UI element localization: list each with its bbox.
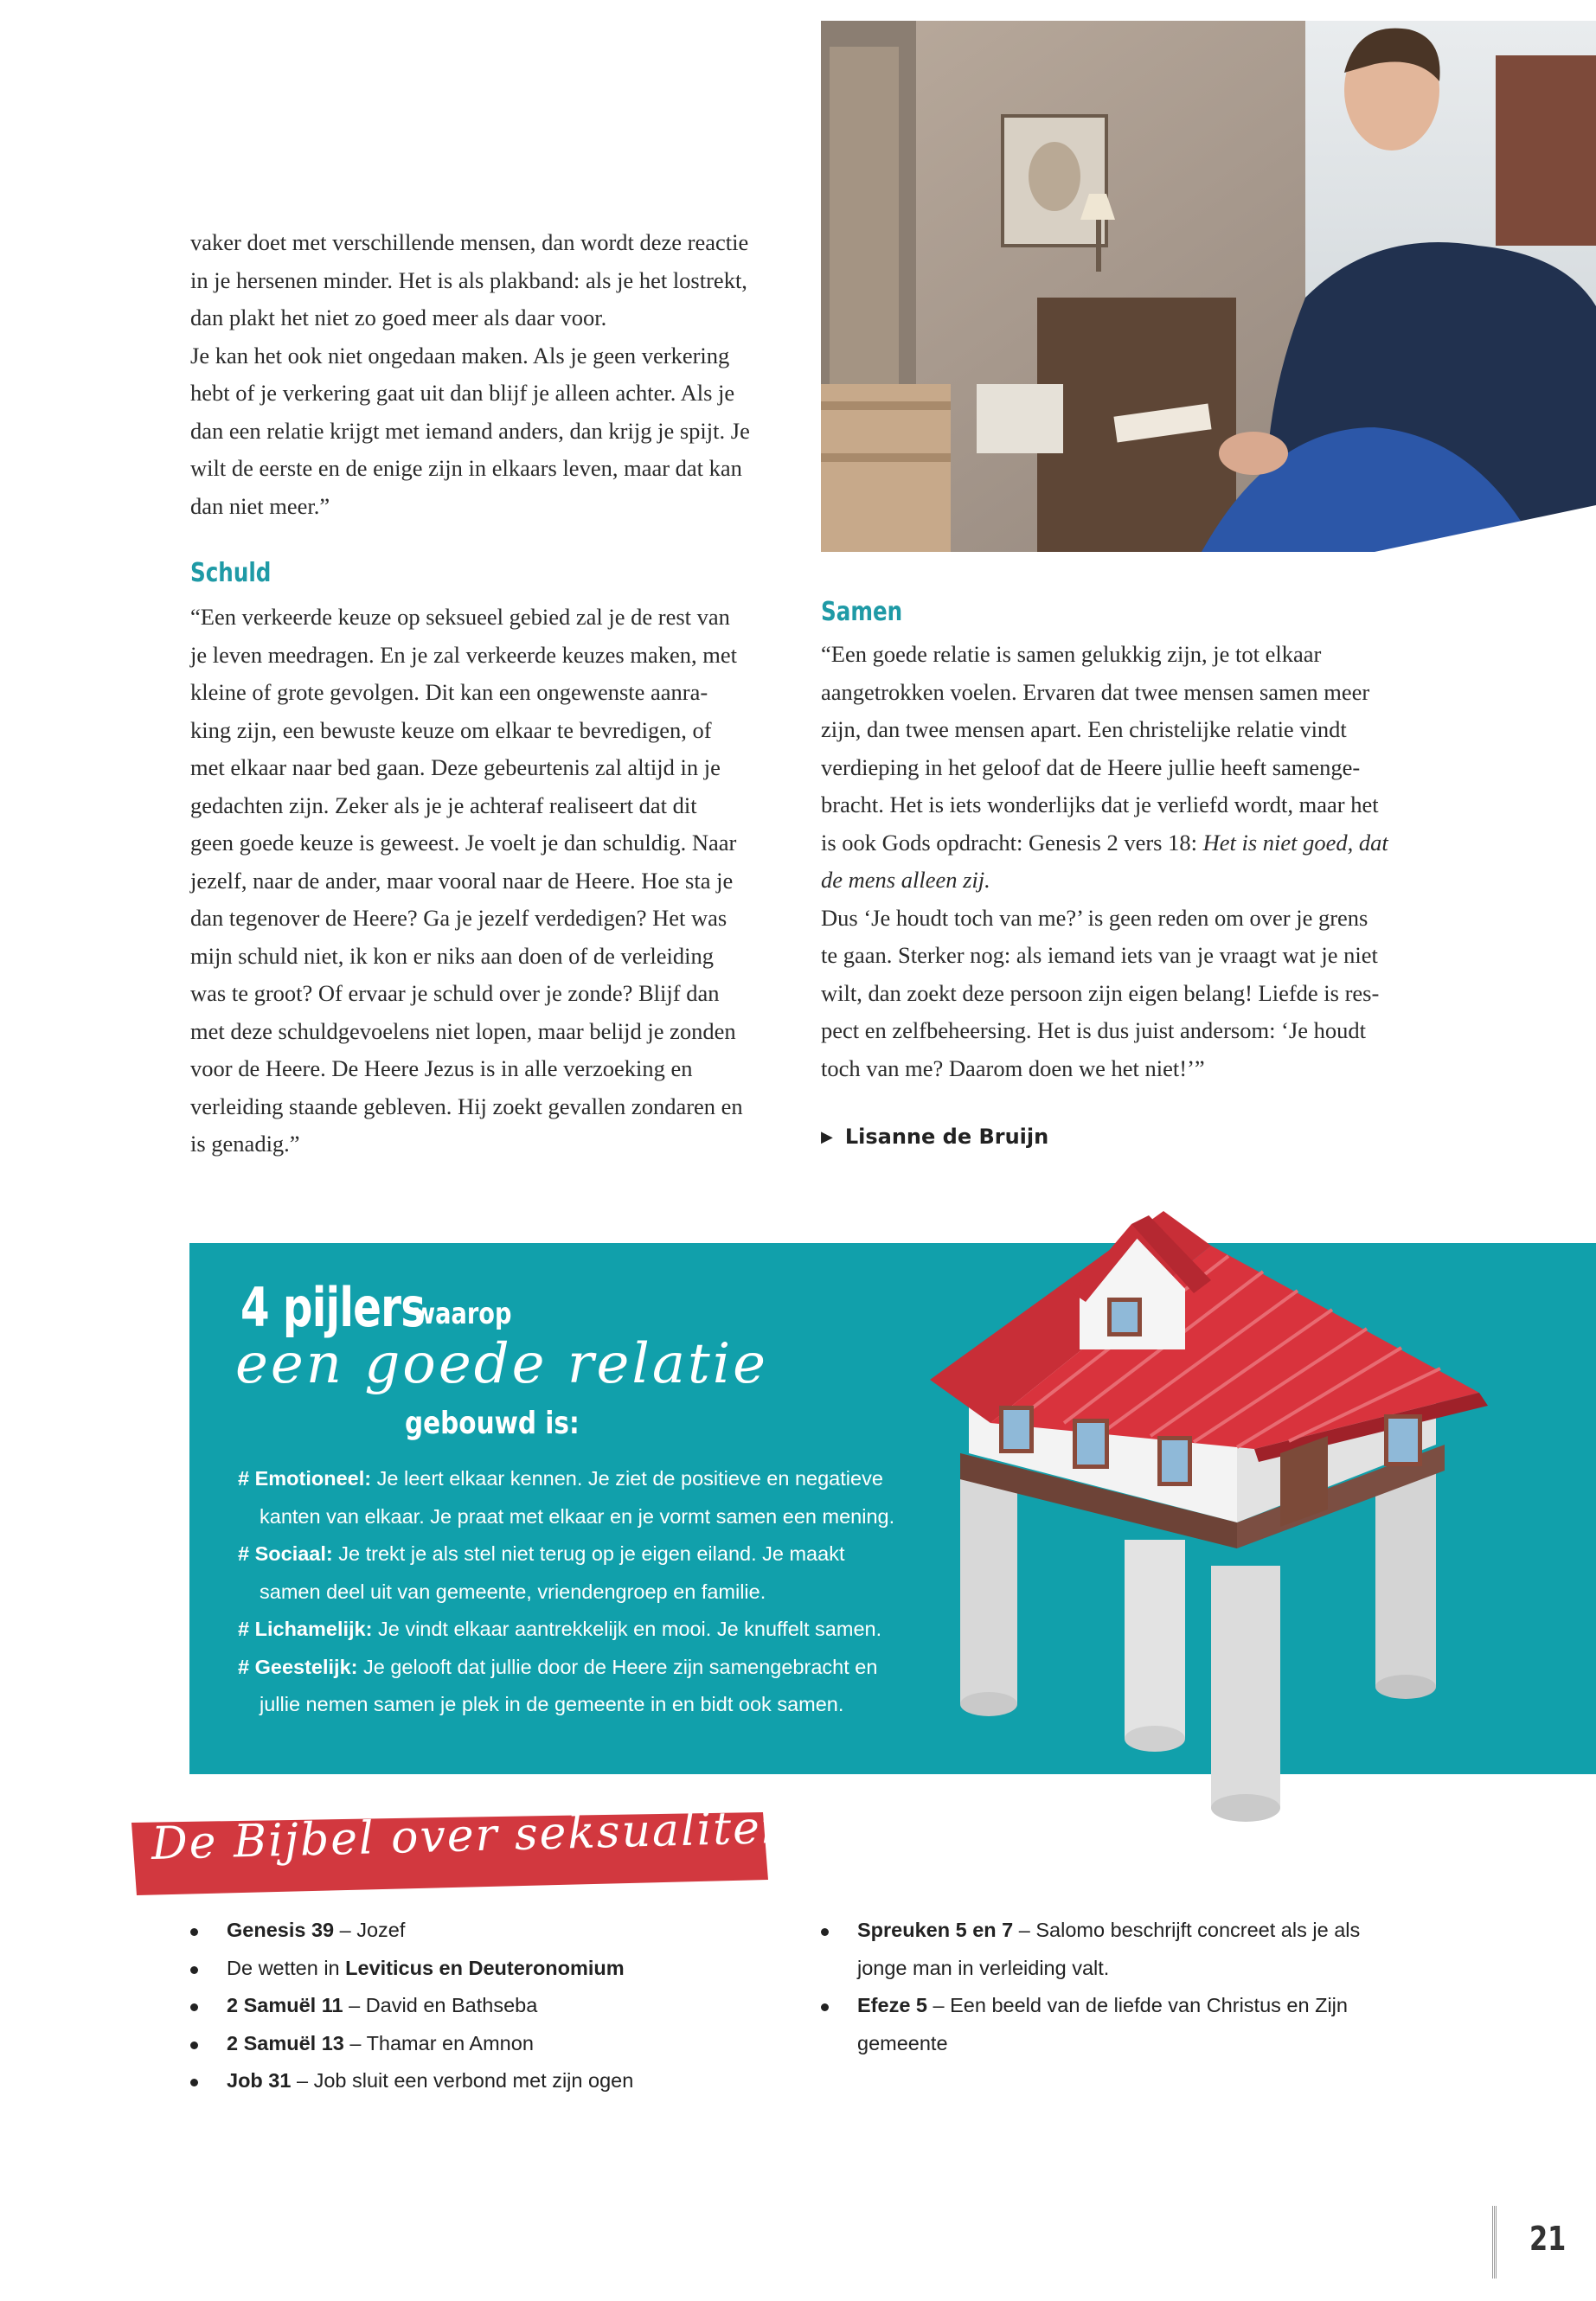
text-line: [821, 862, 1418, 900]
text-line: verdieping in het geloof dat de Heere jullie heeft samenge-: [821, 753, 1361, 780]
text-line: Je kan het ook niet ongedaan maken. Als je geen verkering: [190, 342, 730, 369]
text-line: pect en zelfbeheersing. Het is dus juist andersom: ‘Je houdt: [821, 1017, 1366, 1043]
man-reading-bible-photo: [821, 21, 1596, 552]
pillars-list: [238, 1460, 930, 1724]
pillar-item: [238, 1460, 930, 1535]
text-line: met elkaar naar bed gaan. Deze gebeurtenis zal altijd in je: [190, 754, 721, 780]
intro-paragraph: [190, 224, 787, 525]
text-line: “Een verkeerde keuze op seksueel gebied zal je de rest van: [190, 604, 730, 630]
pillar-item: [238, 1649, 930, 1724]
text-line: dan niet meer.”: [190, 492, 330, 519]
pillar-text-cont: kanten van elkaar. Je praat met elkaar en je vormt samen een mening.: [260, 1504, 895, 1528]
text-line: in je hersenen minder. Het is als plakband: als je het lostrekt,: [190, 266, 747, 293]
ref-book: Spreuken 5 en 7: [857, 1919, 1014, 1941]
text-line: je leven meedragen. En je zal verkeerde keuzes maken, met: [190, 641, 737, 668]
text-line: Dus ‘Je houdt toch van me?’ is geen reden om over je grens: [821, 904, 1368, 931]
pillar-text-cont: jullie nemen samen je plek in de gemeente in en bidt ook samen.: [260, 1693, 844, 1715]
pillar-text: Je gelooft dat jullie door de Heere zijn samengebracht en: [357, 1655, 878, 1678]
text-line: wilt de eerste en de enige zijn in elkaars leven, maar dat kan: [190, 455, 742, 481]
text-line: toch van me? Daarom doen we het niet!’”: [821, 1054, 1205, 1081]
page-number-bar: [1492, 2206, 1497, 2279]
list-item: [189, 1912, 794, 1950]
list-item: [189, 2025, 794, 2063]
pillar-text: Je trekt je als stel niet terug op je eigen eiland. Je maakt: [332, 1542, 845, 1565]
text-line: aangetrokken voelen. Ervaren dat twee mensen samen meer: [821, 678, 1370, 705]
ref-book: Genesis 39: [227, 1919, 335, 1941]
hash-icon: #: [238, 1467, 250, 1490]
text-line: [821, 824, 1418, 862]
text-line: is genadig.”: [190, 1131, 300, 1157]
bible-quote: de mens alleen zij.: [821, 867, 990, 893]
ref-book: 2 Samuël 13: [227, 2031, 344, 2054]
samen-heading: Samen: [821, 597, 903, 627]
text-line: “Een goede relatie is samen gelukkig zijn, je tot elkaar: [821, 641, 1322, 667]
list-item: [189, 1950, 794, 1988]
house-on-pillars-icon: [926, 1185, 1488, 1825]
text-line: dan een relatie krijgt met iemand anders, dan krijg je spijt. Je: [190, 417, 750, 444]
bible-references-left: [189, 1912, 794, 2100]
text-line: wilt, dan zoekt deze persoon zijn eigen belang! Liefde is res-: [821, 979, 1380, 1006]
pillars-script-title: een goede relatie: [235, 1332, 769, 1396]
hash-icon: #: [238, 1618, 250, 1640]
list-item: [819, 1912, 1425, 1987]
text-line: verleiding staande gebleven. Hij zoekt gevallen zondaren en: [190, 1093, 743, 1119]
list-item: [189, 2062, 794, 2100]
page-number: 21: [1529, 2220, 1567, 2258]
pillars-title: [240, 1276, 512, 1339]
text-line: gedachten zijn. Zeker als je je achteraf realiseert dat dit: [190, 792, 697, 818]
pillar-text: Je leert elkaar kennen. Je ziet de positieve en negatieve: [371, 1467, 883, 1490]
ref-desc: – Job sluit een verbond met zijn ogen: [291, 2069, 634, 2092]
bible-section-title: De Bijbel over seksualiteit:: [151, 1800, 815, 1870]
pillars-title-small: waarop: [413, 1297, 512, 1331]
samen-paragraph: [821, 636, 1418, 1087]
pillar-item: [238, 1611, 930, 1649]
pillar-label: Emotioneel:: [254, 1467, 372, 1490]
ref-desc: – Een beeld van de liefde van Christus en Zijn: [927, 1994, 1348, 2016]
author-credit: [821, 1125, 1048, 1149]
ref-desc: – Thamar en Amnon: [343, 2031, 534, 2054]
pillar-text: Je vindt elkaar aantrekkelijk en mooi. Je knuffelt samen.: [372, 1618, 882, 1640]
ref-desc-cont: jonge man in verleiding valt.: [857, 1956, 1110, 1979]
ref-desc: – Jozef: [334, 1919, 406, 1941]
schuld-paragraph: [190, 599, 787, 1163]
text-line: vaker doet met verschillende mensen, dan wordt deze reactie: [190, 229, 749, 255]
arrow-right-icon: ▶: [821, 1128, 833, 1146]
bible-references-right: [819, 1912, 1425, 2062]
ref-desc: – Salomo beschrijft concreet als je als: [1013, 1919, 1361, 1941]
text-line: zijn, dan twee mensen apart. Een christelijke relatie vindt: [821, 716, 1347, 742]
text-line: was te groot? Of ervaar je schuld over je zonde? Blijf dan: [190, 980, 720, 1006]
text-segment: is ook Gods opdracht: Genesis 2 vers 18:: [821, 829, 1203, 856]
text-line: te gaan. Sterker nog: als iemand iets van je vraagt wat je niet: [821, 942, 1378, 968]
text-line: dan plakt het niet zo goed meer als daar voor.: [190, 304, 607, 330]
text-line: jezelf, naar de ander, maar vooral naar de Heere. Hoe sta je: [190, 867, 734, 894]
author-name: Lisanne de Bruijn: [844, 1125, 1049, 1149]
hash-icon: #: [238, 1655, 250, 1678]
text-line: dan tegenover de Heere? Ga je jezelf verdedigen? Het was: [190, 905, 727, 931]
pillar-item: [238, 1535, 930, 1611]
list-item: [819, 1987, 1425, 2062]
text-line: bracht. Het is iets wonderlijks dat je verliefd wordt, maar het: [821, 792, 1379, 817]
ref-desc: – David en Bathseba: [343, 1994, 538, 2016]
text-line: met deze schuldgevoelens niet lopen, maar belijd je zonden: [190, 1017, 736, 1044]
ref-book: Efeze 5: [857, 1994, 927, 2016]
schuld-heading: Schuld: [190, 558, 272, 588]
text-line: king zijn, een bewuste keuze om elkaar te bevredigen, of: [190, 716, 712, 743]
hash-icon: #: [238, 1542, 250, 1565]
bible-quote: Het is niet goed, dat: [1202, 829, 1388, 856]
list-item: [189, 1987, 794, 2025]
text-line: voor de Heere. De Heere Jezus is in alle verzoeking en: [190, 1055, 693, 1081]
text-line: geen goede keuze is geweest. Je voelt je dan schuldig. Naar: [190, 830, 737, 856]
text-line: kleine of grote gevolgen. Dit kan een ongewenste aanra-: [190, 679, 708, 705]
pillar-label: Sociaal:: [254, 1542, 333, 1565]
pillar-label: Geestelijk:: [254, 1655, 358, 1678]
ref-book: 2 Samuël 11: [227, 1994, 343, 2016]
pillar-label: Lichamelijk:: [254, 1618, 373, 1640]
text-line: hebt of je verkering gaat uit dan blijf je alleen achter. Als je: [190, 380, 735, 406]
ref-book: Leviticus en Deuteronomium: [345, 1956, 625, 1979]
pillars-built-title: gebouwd is:: [405, 1406, 580, 1441]
pillar-text-cont: samen deel uit van gemeente, vriendengroep en familie.: [260, 1580, 766, 1603]
text-line: mijn schuld niet, ik kon er niks aan doen of de verleiding: [190, 942, 714, 969]
ref-prefix: De wetten in: [227, 1956, 346, 1979]
ref-book: Job 31: [227, 2069, 292, 2092]
pillars-title-big: 4 pijlers: [240, 1276, 426, 1339]
ref-desc-cont: gemeente: [857, 2031, 948, 2054]
